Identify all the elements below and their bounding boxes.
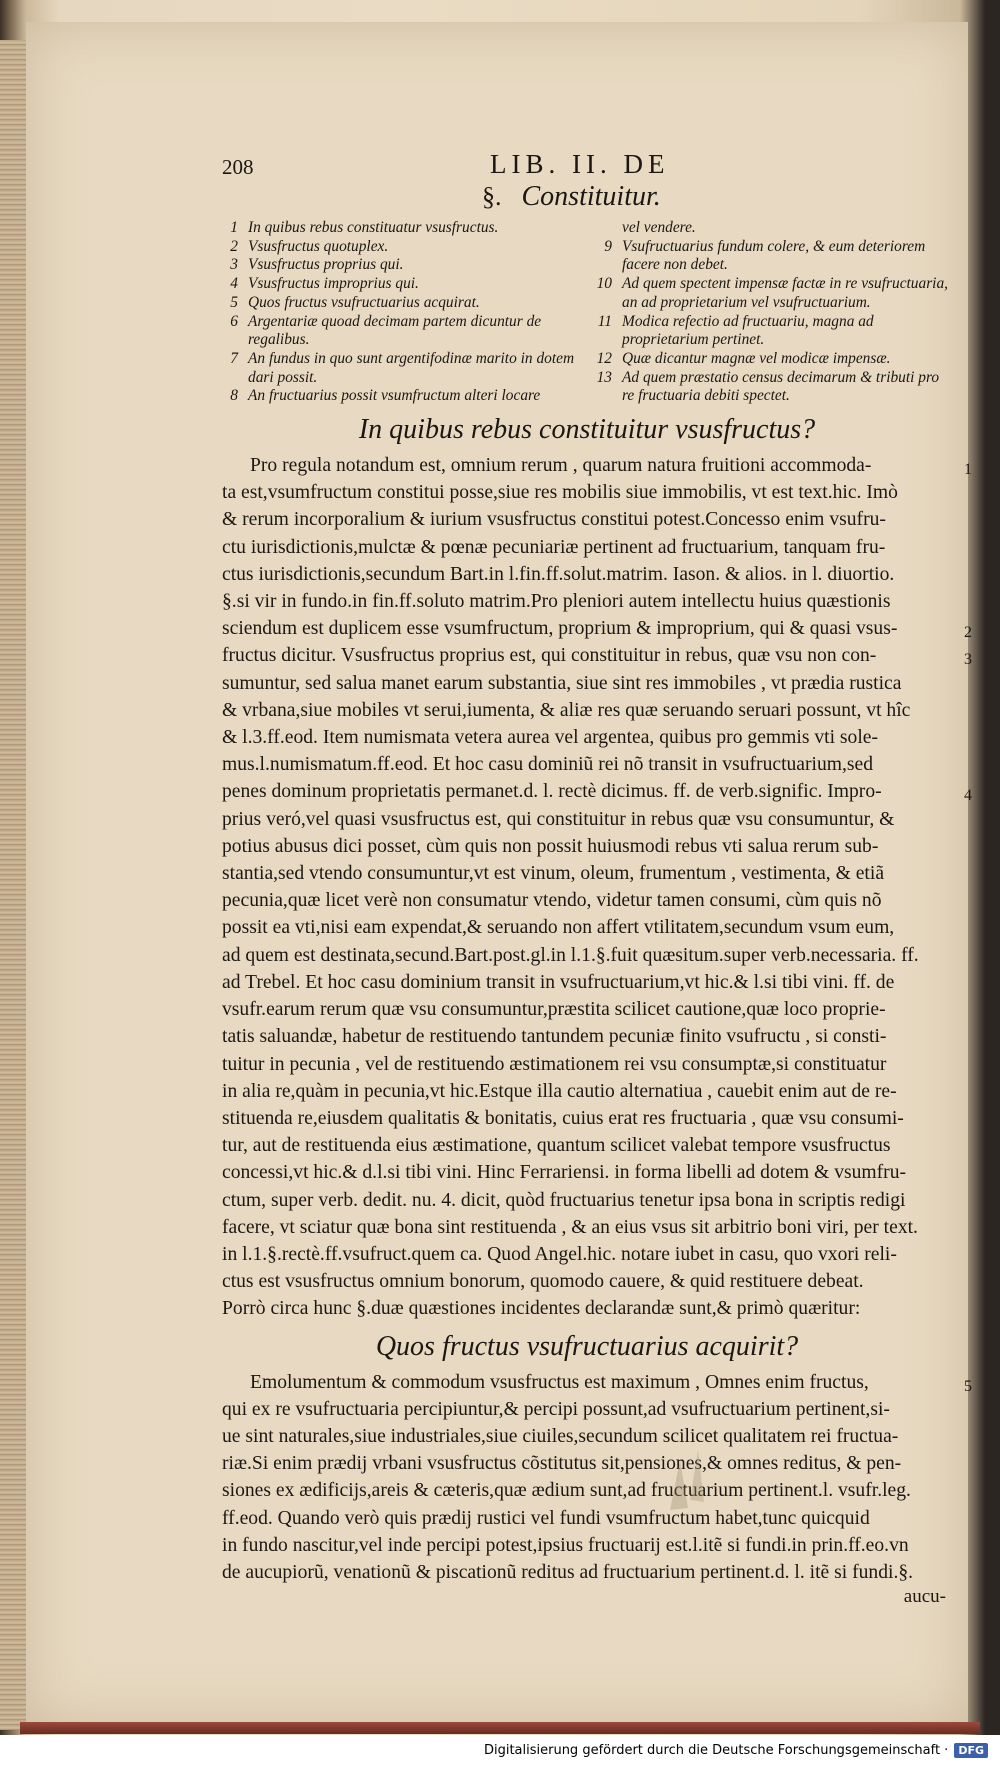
summary-item: [596, 313, 952, 350]
text-line: tur, aut de restituenda eius æstimatione, quantum scilicet valebat tempore vsusfructus: [222, 1135, 891, 1157]
text-line: potius abusus dici posset, cùm quis non possit huiusmodi rebus vti salua rerum sub-: [222, 835, 879, 857]
book-page-edges: [0, 40, 29, 1730]
summary-item-text: Vsusfructus quotuplex.: [248, 237, 389, 255]
text-line: de aucupiorũ, venationũ & piscationũ reditus ad fructuarium pertinent.d. l. itẽ si fundi.§.: [222, 1561, 914, 1583]
page-content: [222, 145, 972, 1608]
summary-item: [596, 350, 952, 369]
text-line: in fundo nascitur,vel inde percipi potest,ipsius fructuarij est.l.itẽ si fundi.in prin.ff.eo.vn: [222, 1534, 909, 1556]
summary-item-text: Ad quem præstatio census decimarum & tributi pro re fructuaria debiti spectet.: [622, 368, 940, 405]
summary-item-number: 2: [230, 237, 238, 255]
summary-item-number: 8: [230, 387, 238, 405]
footer-text: Digitalisierung gefördert durch die Deutsche Forschungsgemeinschaft ·: [483, 1742, 949, 1758]
text-line: riæ.Si enim prædij vrbani vsusfructus cõstitutus sit,pensiones,& omnes reditus, & pen-: [222, 1453, 902, 1475]
summary-item-text: Modica refectio ad fructuariu, magna ad proprietarium pertinet.: [622, 312, 874, 349]
summary-item-text: Ad quem spectent impensæ factæ in re vsufructuaria, an ad proprietarium vel vsufructuarium.: [622, 275, 949, 311]
summary-item-number: 13: [596, 368, 612, 386]
summary-item: [222, 350, 578, 387]
text-line: in l.1.§.rectè.ff.vsufruct.quem ca. Quod Angel.hic. notare iubet in casu, quo vxori reli-: [222, 1243, 897, 1265]
text-line: pecunia,quæ licet verè non consumatur vtendo, videtur tamen consumi, cùm quis nõ: [222, 890, 882, 912]
body-paragraph-1: [222, 452, 972, 1323]
text-line: facere, vt sciatur quæ bona sint restituenda , & an eius vsus sit arbitrio boni viri, per text.: [222, 1216, 918, 1238]
text-line: ctu iurisdictionis,mulctæ & pœnæ pecuniariæ pertinent ad fructuarium, tanquam fru-: [222, 536, 886, 558]
text-line: & rerum incorporalium & iurium vsusfructus constitui potest.Concesso enim vsufru-: [222, 509, 886, 531]
text-line: ctum, super verb. dedit. nu. 4. dicit, quòd fructuarius tenetur ipsa bona in scriptis redigi: [222, 1189, 906, 1211]
text-line: qui ex re vsufructuaria percipiuntur,& percipi possunt,ad vsufructuarium pertinent,si-: [222, 1398, 890, 1420]
section-sign: §.: [482, 182, 502, 211]
summary-item-text: Vsufructuarius fundum colere, & eum deteriorem facere non debet.: [622, 237, 926, 274]
summary-item-number: 1: [230, 219, 238, 236]
summary-item: [596, 275, 952, 312]
summary-item-number: 10: [596, 275, 612, 293]
text-line: ff.eod. Quando verò quis prædij rustici vel fundi vsumfructum habet,tunc quicquid: [222, 1507, 870, 1529]
text-line: sumuntur, sed salua manet earum substantia, siue sint res immobiles , vt prædia rustica: [222, 672, 902, 694]
summary-item-text: vel vendere.: [622, 219, 696, 236]
text-line: §.si vir in fundo.in fin.ff.soluto matrim.Pro pleniori autem intellectu huius quæstionis: [222, 591, 891, 613]
page-header: [222, 145, 952, 181]
summary-item: [222, 256, 578, 275]
summary-item: [596, 369, 952, 406]
text-line: ad quem est destinata,secund.Bart.post.gl.in l.1.§.fuit quæsitum.super verb.necessaria. ff.: [222, 944, 919, 966]
summary-item: [222, 294, 578, 313]
text-line: Emolumentum & commodum vsusfructus est maximum , Omnes enim fructus,: [250, 1371, 869, 1393]
text-line: sciendum est duplicem esse vsumfructum, proprium & improprium, qui & quasi vsus-: [222, 618, 898, 640]
text-line: in alia re,quàm in pecunia,vt hic.Estque illa cautio alternatiua , cauebit enim aut de re-: [222, 1080, 897, 1102]
summary-item: [222, 219, 578, 238]
text-line: fructus dicitur. Vsusfructus proprius est, qui constituitur in rebus, quæ vsu non con-: [222, 645, 877, 667]
catchword: aucu-: [903, 1586, 946, 1608]
text-line: concessi,vt hic.& d.l.si tibi vini. Hinc Ferrariensi. in forma libelli ad dotem & vsumfru-: [222, 1162, 907, 1184]
text-line: Porrò circa hunc §.duæ quæstiones incidentes declarandæ sunt,& primò quæritur:: [222, 1298, 861, 1320]
text-line: Pro regula notandum est, omnium rerum , quarum natura fruitioni accommoda-: [250, 455, 872, 477]
text-line: siones ex ædificijs,areis & cæteris,quæ ædium sunt,ad fructuarium pertinent.l. vsufr.leg.: [222, 1480, 911, 1502]
question-heading-1: In quibus rebus constituitur vsusfructus?: [358, 414, 816, 446]
text-line: vsufr.earum rerum quæ vsu consumuntur,præstita scilicet cautione,quæ loco proprie-: [222, 999, 886, 1021]
summary-item-number: 12: [596, 349, 612, 367]
summary-item-text: In quibus rebus constituatur vsusfructus.: [248, 219, 499, 236]
digitization-footer: [0, 1735, 1000, 1765]
summary-index: [222, 219, 952, 406]
section-title: Constituitur.: [521, 181, 661, 212]
text-line: penes dominum proprietatis permanet.d. l. rectè dicimus. ff. de verb.signific. Impro-: [222, 781, 882, 803]
section-heading: [222, 181, 952, 219]
running-head: LIB. II. DE: [490, 149, 670, 179]
text-line: ctus est vsusfructus omnium bonorum, quomodo cauere, & quid restituere debeat.: [222, 1271, 864, 1293]
text-line: tatis saluandæ, habetur de restituendo tantundem pecuniæ finito vsufructu , si consti-: [222, 1026, 887, 1048]
text-line: mus.l.numismatum.ff.eod. Et hoc casu dominiũ rei nõ transit in vsufructuarium,sed: [222, 754, 874, 776]
summary-item-text: Argentariæ quoad decimam partem dicuntur de regalibus.: [248, 312, 542, 349]
dfg-logo: DFG: [954, 1743, 988, 1758]
text-line: ta est,vsumfructum constitui posse,siue res mobilis siue immobilis, vt est text.hic. Imò: [222, 482, 898, 504]
summary-item-text: An fundus in quo sunt argentifodinæ marito in dotem dari possit.: [248, 349, 575, 386]
text-line: prius veró,vel quasi vsusfructus est, qui constituitur in rebus quæ vsu consumuntur, &: [222, 808, 895, 830]
body-paragraph-2: [222, 1369, 972, 1587]
summary-item-number: 7: [230, 349, 238, 367]
page-number: 208: [222, 155, 254, 179]
text-line: & l.3.ff.eod. Item numismata vetera aurea vel argentea, quibus pro gemmis vti sole-: [222, 727, 879, 749]
summary-item-number: 5: [230, 293, 238, 311]
summary-item: [222, 387, 578, 406]
margin-number: 5: [964, 1377, 972, 1395]
summary-left-column: [222, 219, 578, 406]
text-line: ctus iurisdictionis,secundum Bart.in l.fin.ff.solut.matrim. Iason. & alios. in l. diuortio.: [222, 563, 895, 585]
summary-item-text: Vsusfructus proprius qui.: [248, 256, 404, 274]
margin-number: 3: [964, 651, 972, 669]
summary-item-text: Quæ dicantur magnæ vel modicæ impensæ.: [622, 349, 891, 367]
book-bottom-edge: [20, 1722, 980, 1734]
summary-item-number: 6: [230, 312, 238, 330]
margin-number: 2: [964, 624, 972, 642]
page-stain-mark: [660, 1440, 720, 1520]
summary-item-text: Quos fructus vsufructuarius acquirat.: [248, 293, 480, 311]
summary-item-number: 11: [597, 312, 612, 330]
text-line: ue sint naturales,siue industriales,siue ciuiles,secundum scilicet qualitatem rei fructua-: [222, 1425, 899, 1447]
summary-item-number: 3: [230, 256, 238, 274]
question-heading-2: Quos fructus vsufructuarius acquirit?: [375, 1330, 799, 1362]
margin-number: 1: [964, 461, 972, 479]
summary-item-text: Vsusfructus improprius qui.: [248, 275, 419, 293]
text-line: stituenda re,eiusdem qualitatis & bonitatis, cuius erat res fructuaria , quæ vsu consumi-: [222, 1107, 904, 1129]
text-line: ad Trebel. Et hoc casu dominium transit in vsufructuarium,vt hic.& l.si tibi vini. ff. de: [222, 971, 895, 993]
text-line: tuitur in pecunia , vel de restituendo æstimationem rei vsu consumptæ,si constituatur: [222, 1053, 887, 1075]
summary-item: [222, 275, 578, 294]
summary-item: [596, 219, 952, 238]
text-line: possit ea vti,nisi eam expendat,& seruando non affert vtilitatem,secundum vsum eum,: [222, 917, 895, 939]
summary-item: [222, 238, 578, 257]
text-line: & vrbana,siue mobiles vt serui,iumenta, & aliæ res quæ seruando seruari possunt, vt hîc: [222, 699, 911, 721]
summary-item-number: 9: [604, 237, 612, 255]
summary-item: [596, 238, 952, 275]
summary-item: [222, 313, 578, 350]
summary-right-column: [596, 219, 952, 406]
text-line: stantia,sed vtendo consumuntur,vt est vinum, oleum, frumentum , vestimenta, & etiã: [222, 863, 885, 885]
margin-number: 4: [964, 787, 972, 805]
summary-item-text: An fructuarius possit vsumfructum alteri locare: [248, 387, 541, 405]
summary-item-number: 4: [230, 275, 238, 293]
summary-item-number: [596, 219, 612, 238]
